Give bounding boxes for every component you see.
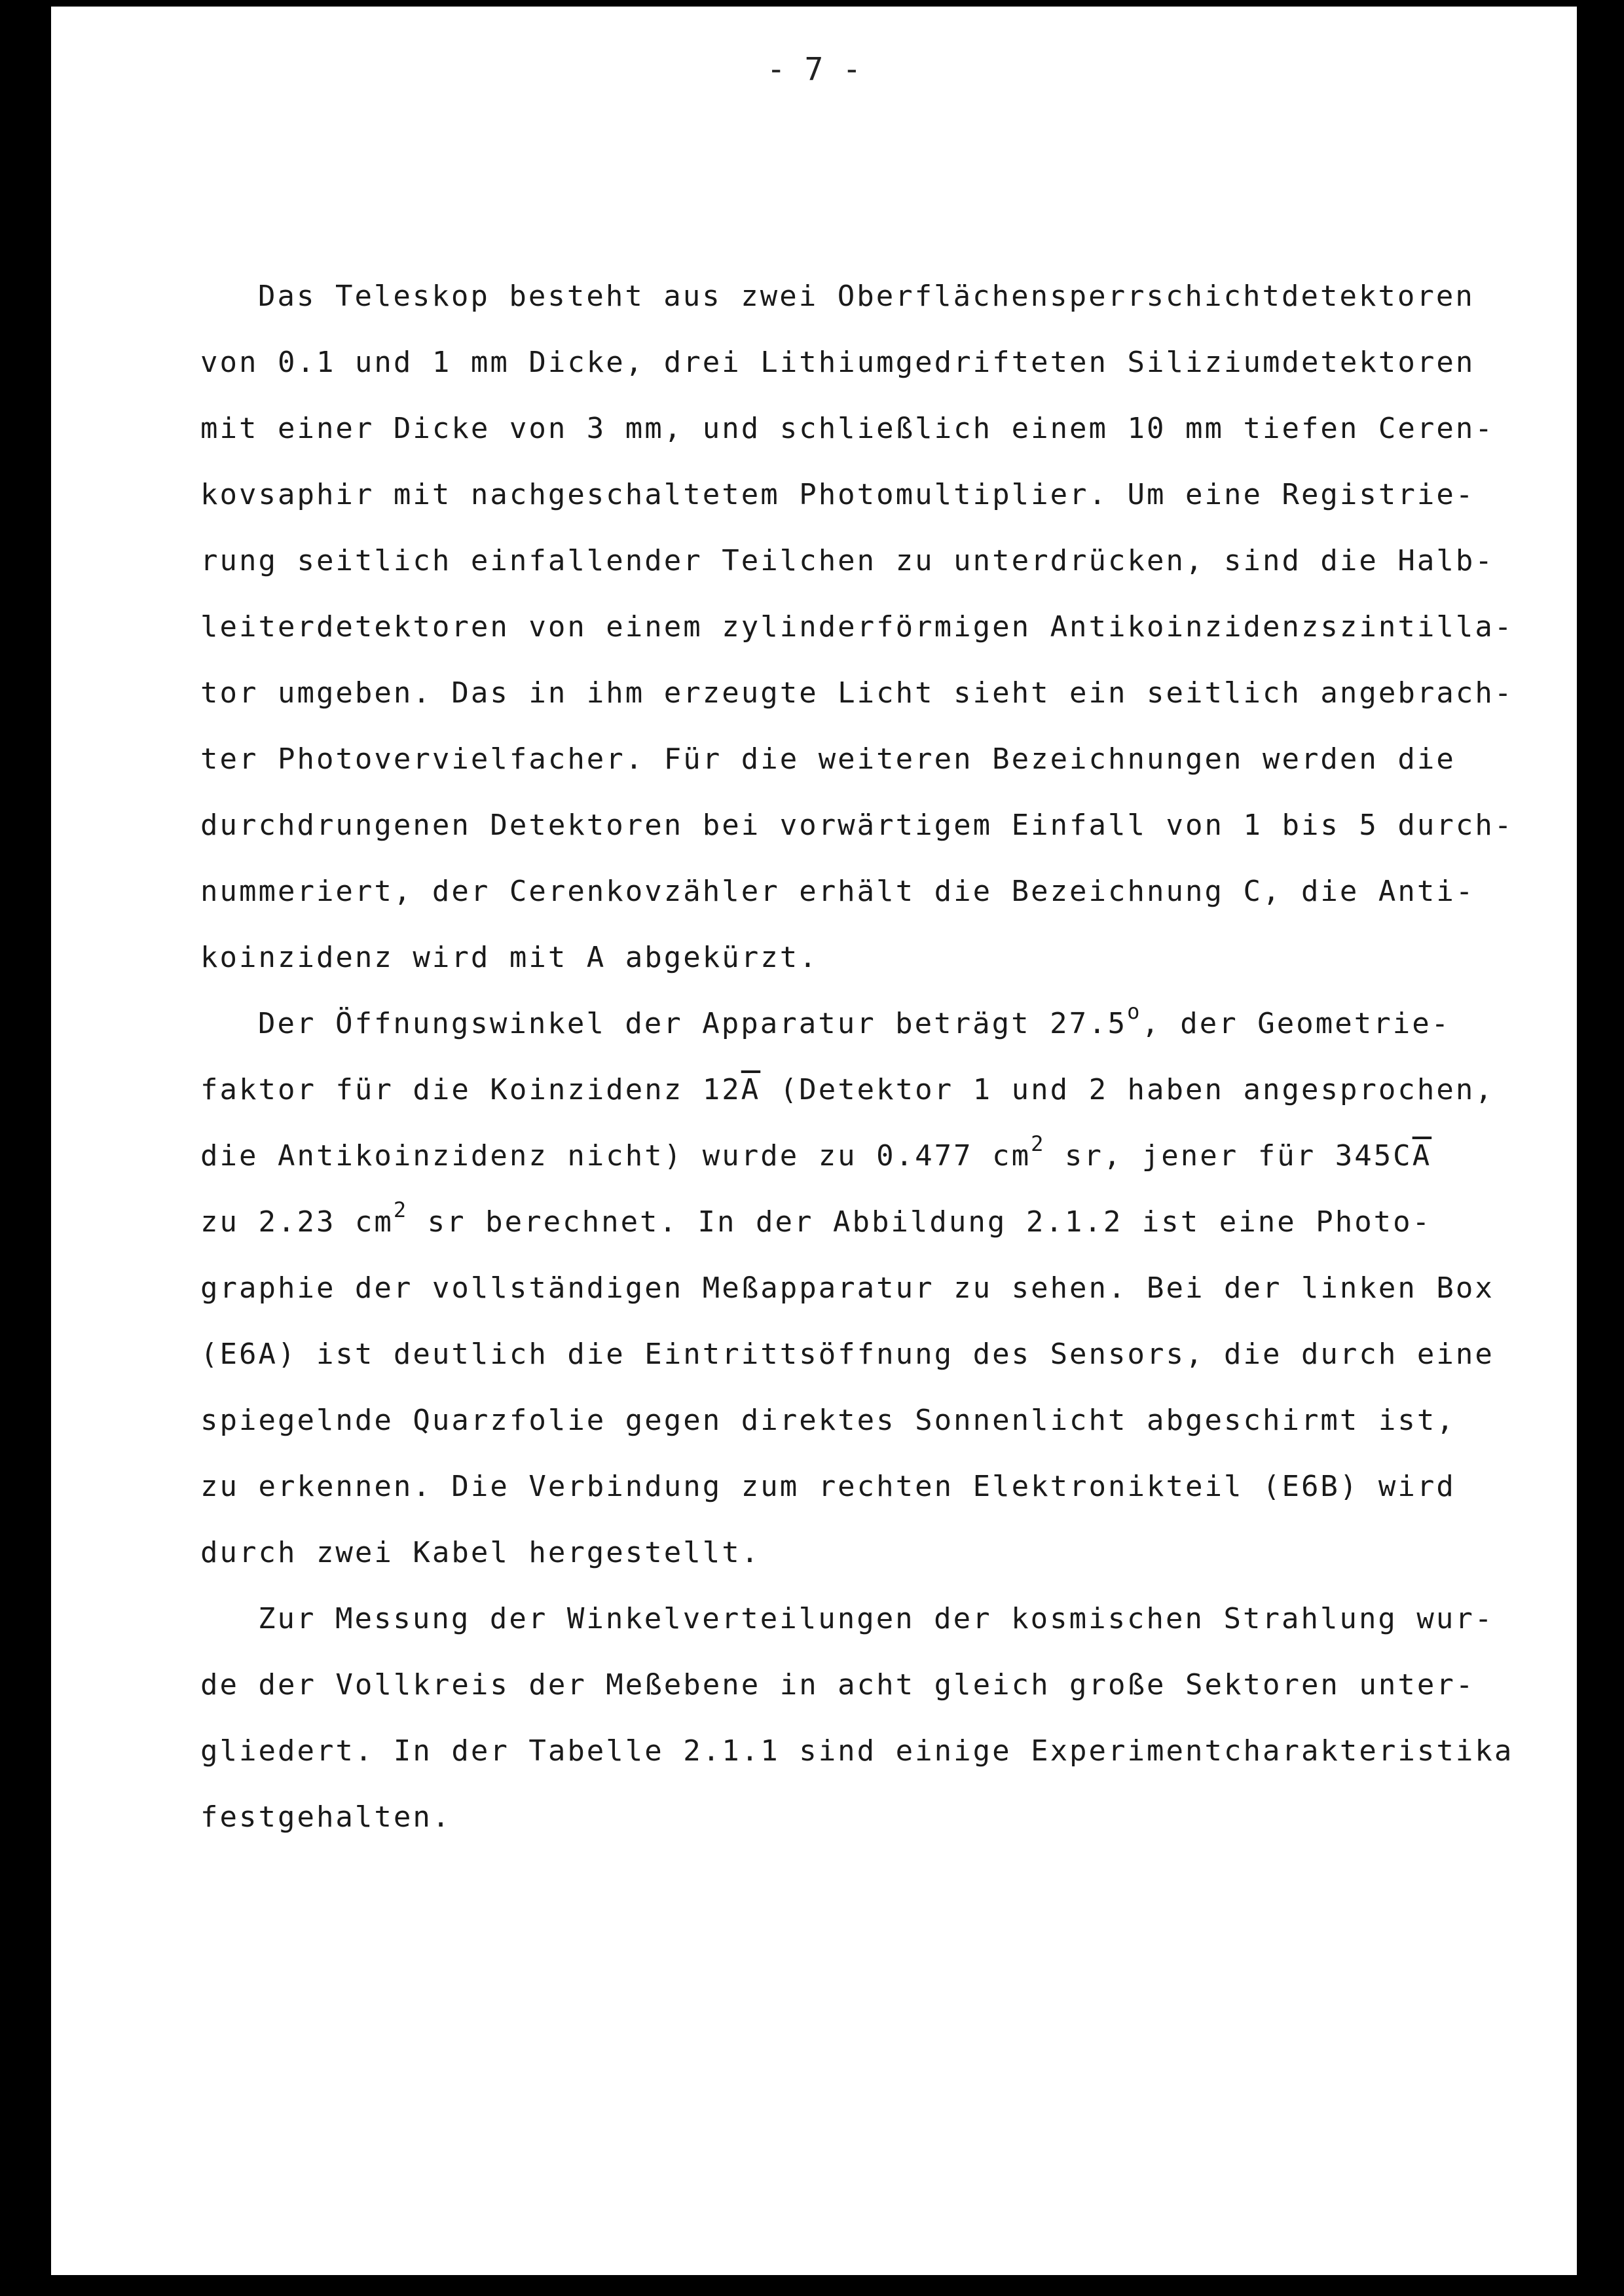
paragraph3-line-4: festgehalten. bbox=[200, 1800, 452, 1834]
paragraph2-line-5: graphie der vollständigen Meßapparatur zu sehen. Bei der linken Box bbox=[200, 1271, 1494, 1305]
text-fragment: , der Geometrie- bbox=[1141, 1007, 1451, 1040]
paragraph3-line-1: Zur Messung der Winkelverteilungen der kosmischen Strahlung wur- bbox=[258, 1602, 1494, 1635]
text-fragment: die Antikoinzidenz nicht) wurde zu 0.477 cm bbox=[200, 1139, 1031, 1173]
paragraph1-line-3: mit einer Dicke von 3 mm, und schließlich einem 10 mm tiefen Ceren- bbox=[200, 412, 1494, 445]
overlined-symbol: $\overline{A}$ bbox=[741, 1073, 761, 1106]
paragraph1-line-11: koinzidenz wird mit A abgekürzt. bbox=[200, 941, 819, 974]
text-fragment: zu 2.23 cm bbox=[200, 1205, 394, 1239]
paragraph1-line-6: leiterdetektoren von einem zylinderförmigen Antikoinzidenzszintilla- bbox=[200, 610, 1514, 644]
paragraph2-line-3 bbox=[200, 1131, 1577, 1175]
superscript: o bbox=[1127, 999, 1142, 1025]
paragraph1-line-1: Das Teleskop besteht aus zwei Oberflächensperrschichtdetektoren bbox=[258, 280, 1475, 313]
paragraph1-line-7: tor umgeben. Das in ihm erzeugte Licht sieht ein seitlich angebrach- bbox=[200, 676, 1514, 710]
paragraph1-line-5: rung seitlich einfallender Teilchen zu unterdrücken, sind die Halb- bbox=[200, 544, 1494, 577]
paragraph3-line-3: gliedert. In der Tabelle 2.1.1 sind einige Experimentcharakteristika bbox=[200, 1734, 1514, 1768]
document-page bbox=[51, 7, 1577, 2275]
paragraph3-line-2: de der Vollkreis der Meßebene in acht gleich große Sektoren unter- bbox=[200, 1668, 1475, 1702]
paragraph2-line-4 bbox=[200, 1197, 1577, 1241]
paragraph1-line-9: durchdrungenen Detektoren bei vorwärtigem Einfall von 1 bis 5 durch- bbox=[200, 809, 1514, 842]
paragraph2-line-9: durch zwei Kabel hergestellt. bbox=[200, 1536, 761, 1569]
overlined-symbol: $\overline{A}$ bbox=[1412, 1139, 1432, 1173]
paragraph2-line-6: (E6A) ist deutlich die Eintrittsöffnung des Sensors, die durch eine bbox=[200, 1338, 1494, 1371]
paragraph2-line-8: zu erkennen. Die Verbindung zum rechten Elektronikteil (E6B) wird bbox=[200, 1470, 1456, 1503]
paragraph2-line-7: spiegelnde Quarzfolie gegen direktes Sonnenlicht abgeschirmt ist, bbox=[200, 1404, 1456, 1437]
paragraph2-line-2 bbox=[200, 1072, 1577, 1108]
text-fragment: faktor für die Koinzidenz 12 bbox=[200, 1073, 741, 1106]
text-fragment: (Detektor 1 und 2 haben angesprochen, bbox=[760, 1073, 1494, 1106]
paragraph1-line-2: von 0.1 und 1 mm Dicke, drei Lithiumgedrifteten Siliziumdetektoren bbox=[200, 346, 1475, 379]
page-number: - 7 - bbox=[766, 51, 862, 88]
text-fragment: Der Öffnungswinkel der Apparatur beträgt 27.5 bbox=[258, 1007, 1128, 1040]
paragraph2-line-1 bbox=[258, 999, 1577, 1042]
paragraph1-line-4: kovsaphir mit nachgeschaltetem Photomultiplier. Um eine Registrie- bbox=[200, 478, 1475, 511]
superscript: 2 bbox=[1031, 1131, 1046, 1157]
paragraph1-line-8: ter Photovervielfacher. Für die weiteren Bezeichnungen werden die bbox=[200, 742, 1456, 776]
text-fragment: sr, jener für 345C bbox=[1045, 1139, 1412, 1173]
superscript: 2 bbox=[393, 1197, 409, 1223]
paragraph1-line-10: nummeriert, der Cerenkovzähler erhält die Bezeichnung C, die Anti- bbox=[200, 875, 1475, 908]
text-fragment: sr berechnet. In der Abbildung 2.1.2 ist eine Photo- bbox=[408, 1205, 1432, 1239]
